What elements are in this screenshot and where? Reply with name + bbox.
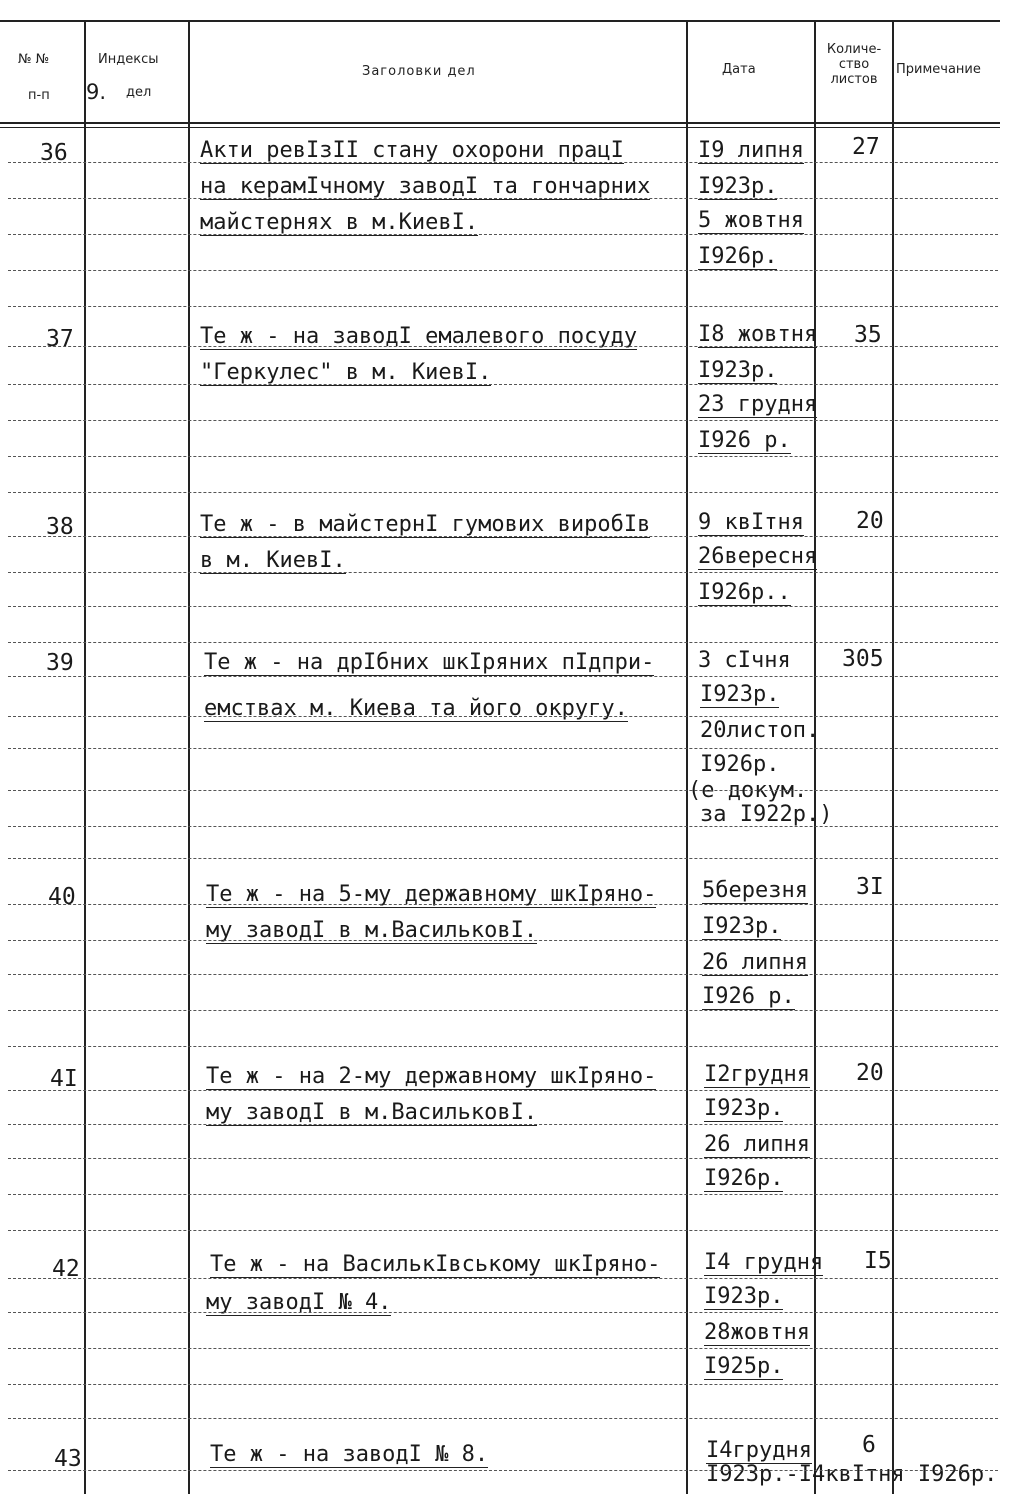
row-43-number: 43 [54,1446,82,1472]
row-42-title-line-2: му заводІ № 4. [206,1290,392,1315]
row-40-sheets: 3І [856,874,884,900]
row-37-date-line-2: І923р. [698,358,778,383]
header-col-no: № № [18,52,50,67]
ruled-line [8,642,998,643]
row-36-title-line-2: на керамІчному заводІ та гончарних [200,174,651,199]
ruled-line [8,974,998,975]
row-36-date-line-3: 5 жовтня [698,208,804,233]
row-39-sheets: 305 [842,646,884,672]
row-37-date-line-4: І926 р. [698,428,791,453]
header-col-date: Дата [722,62,756,77]
ruled-line [8,1278,998,1279]
header-col-title: Заголовки дел [362,64,476,79]
row-38-title-line-1: Те ж - в майстернІ гумових виробІв [200,512,651,537]
col-divider-1 [84,22,86,1494]
row-40-date-line-2: І923р. [702,914,782,939]
row-40-number: 40 [48,884,76,910]
ruled-line [8,606,998,607]
row-36-date-line-4: І926р. [698,244,778,269]
ruled-line [8,572,998,573]
row-36-date-line-1: І9 липня [698,138,804,163]
header-col-sheets-line-2: ство [838,57,870,72]
row-39-date-line-3: 20листоп. [700,718,820,743]
row-37-date-line-1: І8 жовтня [698,322,818,347]
row-43-sheets: 6 [862,1432,876,1458]
ruled-line [8,1158,998,1159]
row-40-date-line-1: 5березня [702,878,808,903]
row-42-date-line-3: 28жовтня [704,1320,810,1345]
ruled-line [8,904,998,905]
header-col-notes: Примечание [896,62,981,77]
header-col-index-sub: дел [126,85,152,100]
ruled-line [8,234,998,235]
ruled-line [8,1194,998,1195]
ruled-line [8,1470,998,1471]
header-col-index-number: 9. [86,80,107,104]
row-43-date-line-1: І4грудня [706,1438,812,1463]
ruled-line [8,1046,998,1047]
ruled-line [8,1418,998,1419]
row-42-number: 42 [52,1256,80,1282]
header-col-sheets-line-1: Количе- [826,42,882,57]
row-37-number: 37 [46,326,74,352]
ruled-line [8,1348,998,1349]
row-36-sheets: 27 [852,134,880,160]
header-col-index: Индексы [98,52,159,67]
row-42-sheets: І5 [864,1248,892,1274]
col-divider-3 [686,22,688,1494]
row-41-date-line-2: І923р. [704,1096,784,1121]
ruled-line [8,162,998,163]
row-43-title-line-1: Те ж - на заводІ № 8. [210,1442,489,1467]
row-38-date-line-2: 26вересня [698,544,818,569]
ruled-line [8,492,998,493]
col-divider-5 [892,22,894,1494]
row-41-date-line-4: І926р. [704,1166,784,1191]
row-39-date-line-4: І926р. [700,752,780,777]
ruled-line [8,1230,998,1231]
row-37-title-line-2: "Геркулес" в м. КиевІ. [200,360,492,385]
row-42-date-line-2: І923р. [704,1284,784,1309]
row-40-date-line-3: 26 липня [702,950,808,975]
row-40-date-line-4: І926 р. [702,984,795,1009]
ruled-line [8,1384,998,1385]
ruled-line [8,1124,998,1125]
header-col-sheets-line-3: листов [830,72,878,87]
ruled-line [8,748,998,749]
ruled-line [8,456,998,457]
row-37-sheets: 35 [854,322,882,348]
ruled-line [8,1090,998,1091]
ruled-line [8,384,998,385]
row-40-title-line-1: Те ж - на 5-му державному шкІряно- [206,882,657,907]
row-38-title-line-2: в м. КиевІ. [200,548,346,573]
row-38-date-line-3: І926р.. [698,580,791,605]
header-bottom-rule-2 [0,127,1000,128]
row-39-date-line-1: 3 сІчня [698,648,791,673]
ruled-line [8,676,998,677]
ruled-line [8,826,998,827]
row-36-title-line-3: майстернях в м.КиевІ. [200,210,479,235]
row-42-title-line-1: Те ж - на ВасилькІвському шкІряно- [210,1252,661,1277]
ruled-line [8,420,998,421]
row-36-number: 36 [40,140,68,166]
row-42-date-line-1: І4 грудня [704,1250,824,1275]
row-37-title-line-1: Те ж - на заводІ емалевого посуду [200,324,638,349]
top-border [0,20,1000,22]
ruled-line [8,198,998,199]
row-41-title-line-2: му заводІ в м.ВасильковІ. [206,1100,538,1125]
row-36-date-line-2: І923р. [698,174,778,199]
row-38-date-line-1: 9 квІтня [698,510,804,535]
ruled-line [8,790,998,791]
ruled-line [8,1010,998,1011]
row-41-date-line-3: 26 липня [704,1132,810,1157]
col-divider-2 [188,22,190,1494]
row-41-date-line-1: І2грудня [704,1062,810,1087]
row-39-number: 39 [46,650,74,676]
ruled-line [8,940,998,941]
ruled-line [8,858,998,859]
row-38-sheets: 20 [856,508,884,534]
row-38-number: 38 [46,514,74,540]
row-39-date-line-2: І923р. [700,682,780,707]
ruled-line [8,306,998,307]
row-36-title-line-1: Акти ревІзІІ стану охорони працІ [200,138,624,163]
row-43-date-range: І923р.-І4квІтня І926р. [706,1462,998,1487]
ruled-line [8,270,998,271]
row-41-sheets: 20 [856,1060,884,1086]
row-39-date-line-6: за І922р.) [700,802,833,827]
row-37-date-line-3: 23 грудня [698,392,818,417]
ruled-line [8,346,998,347]
row-41-title-line-1: Те ж - на 2-му державному шкІряно- [206,1064,657,1089]
ruled-line [8,536,998,537]
row-39-title-line-1: Те ж - на дрІбних шкІряних пІдпри- [204,650,655,675]
header-col-no-sub: п-п [28,88,50,103]
row-42-date-line-4: І925р. [704,1354,784,1379]
header-bottom-rule [0,122,1000,124]
row-40-title-line-2: му заводІ в м.ВасильковІ. [206,918,538,943]
ruled-line [8,716,998,717]
header-col-sheets [815,42,893,87]
row-39-title-line-2: емствах м. Киева та його округу. [204,696,628,721]
ruled-line [8,1312,998,1313]
row-41-number: 4І [50,1066,78,1092]
row-39-date-line-5: (е докум. [688,778,808,803]
